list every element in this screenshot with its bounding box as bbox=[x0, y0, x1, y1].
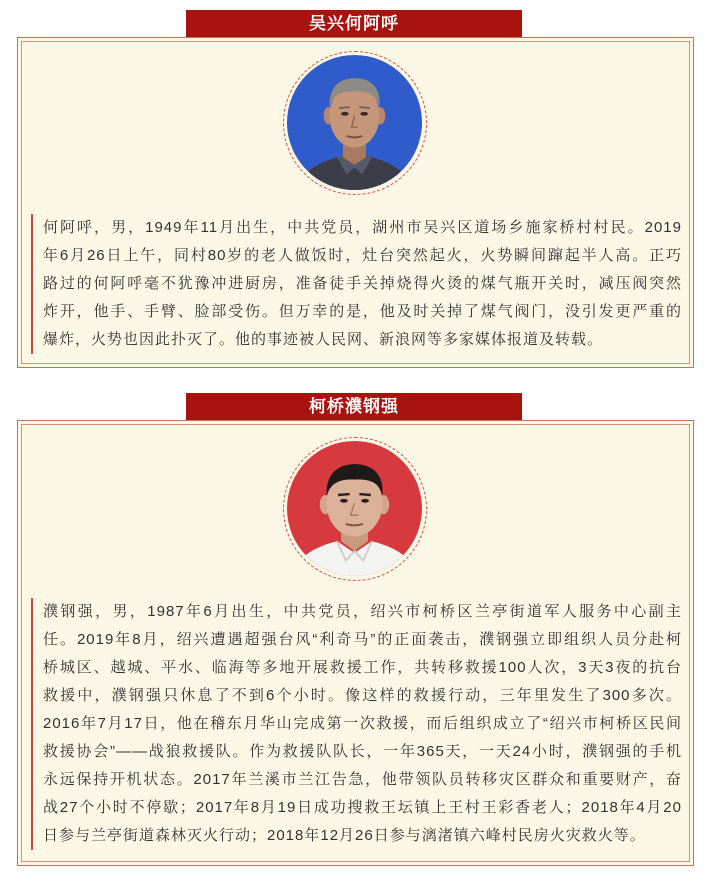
profile-card-inner bbox=[21, 424, 690, 862]
photo-brow bbox=[338, 494, 350, 495]
photo-eye bbox=[361, 499, 369, 503]
profile-avatar bbox=[283, 51, 427, 195]
photo-brow bbox=[359, 107, 370, 108]
profile-card-inner bbox=[21, 41, 690, 364]
profile-bio bbox=[31, 214, 682, 354]
bio-line: 路过的何阿呼毫不犹豫冲进厨房，准备徒手关掉烧得火烫的煤气瓶开关时，减压阀突然 bbox=[43, 275, 682, 292]
bio-line: 日参与兰亭街道森林灭火行动；2018年12月26日参与漓渚镇六峰村民房火灾救火等。 bbox=[43, 827, 646, 844]
bio-line: 永远保持开机状态。2017年兰溪市兰江告急，他带领队员转移灾区群众和重要财产，奋 bbox=[43, 771, 682, 788]
photo-brow bbox=[359, 494, 371, 495]
profile-card bbox=[17, 420, 694, 866]
bio-line: 任。2019年8月，绍兴遭遇超强台风“利奇马”的正面袭击，濮钢强立即组织人员分赴柯 bbox=[43, 631, 682, 648]
profile-name-banner: 柯桥濮钢强 bbox=[186, 393, 522, 420]
bio-line: 桥城区、越城、平水、临海等多地开展救援工作，共转移救援100人次，3天3夜的抗台 bbox=[43, 659, 682, 676]
bio-line: 2016年7月17日，他在稽东月华山完成第一次救援，而后组织成立了“绍兴市柯桥区民间 bbox=[43, 715, 682, 732]
photo-eye bbox=[360, 112, 368, 116]
portrait-photo bbox=[287, 55, 422, 190]
portrait-photo bbox=[287, 441, 422, 576]
photo-eye bbox=[341, 112, 349, 116]
bio-line: 战27个小时不停歇；2017年8月19日成功搜救王坛镇上王村王彩香老人；2018年4月20 bbox=[43, 799, 682, 816]
bio-line: 救援中，濮钢强只休息了不到6个小时。像这样的救援行动，三年里发生了300多次。 bbox=[43, 687, 682, 704]
bio-line: 年6月26日上午，同村80岁的老人做饭时，灶台突然起火，火势瞬间蹿起半人高。正巧 bbox=[43, 247, 682, 264]
profile-name-banner: 吴兴何阿呼 bbox=[186, 10, 522, 37]
photo-brow bbox=[339, 107, 350, 108]
profile-card bbox=[17, 37, 694, 368]
bio-line: 炸开，他手、手臂、脸部受伤。但万幸的是，他及时关掉了煤气阀门，没引发更严重的 bbox=[43, 303, 682, 320]
bio-line: 救援协会”——战狼救援队。作为救援队队长，一年365天，一天24小时，濮钢强的手机 bbox=[43, 743, 682, 760]
profile-bio bbox=[31, 598, 682, 850]
profile-avatar bbox=[283, 437, 427, 581]
bio-line: 何阿呼，男，1949年11月出生，中共党员，湖州市吴兴区道场乡施家桥村村民。2019 bbox=[43, 219, 682, 236]
bio-line: 爆炸，火势也因此扑灭了。他的事迹被人民网、新浪网等多家媒体报道及转载。 bbox=[43, 331, 604, 348]
bio-line: 濮钢强，男，1987年6月出生，中共党员，绍兴市柯桥区兰亭街道军人服务中心副主 bbox=[43, 603, 682, 620]
photo-eye bbox=[340, 499, 348, 503]
